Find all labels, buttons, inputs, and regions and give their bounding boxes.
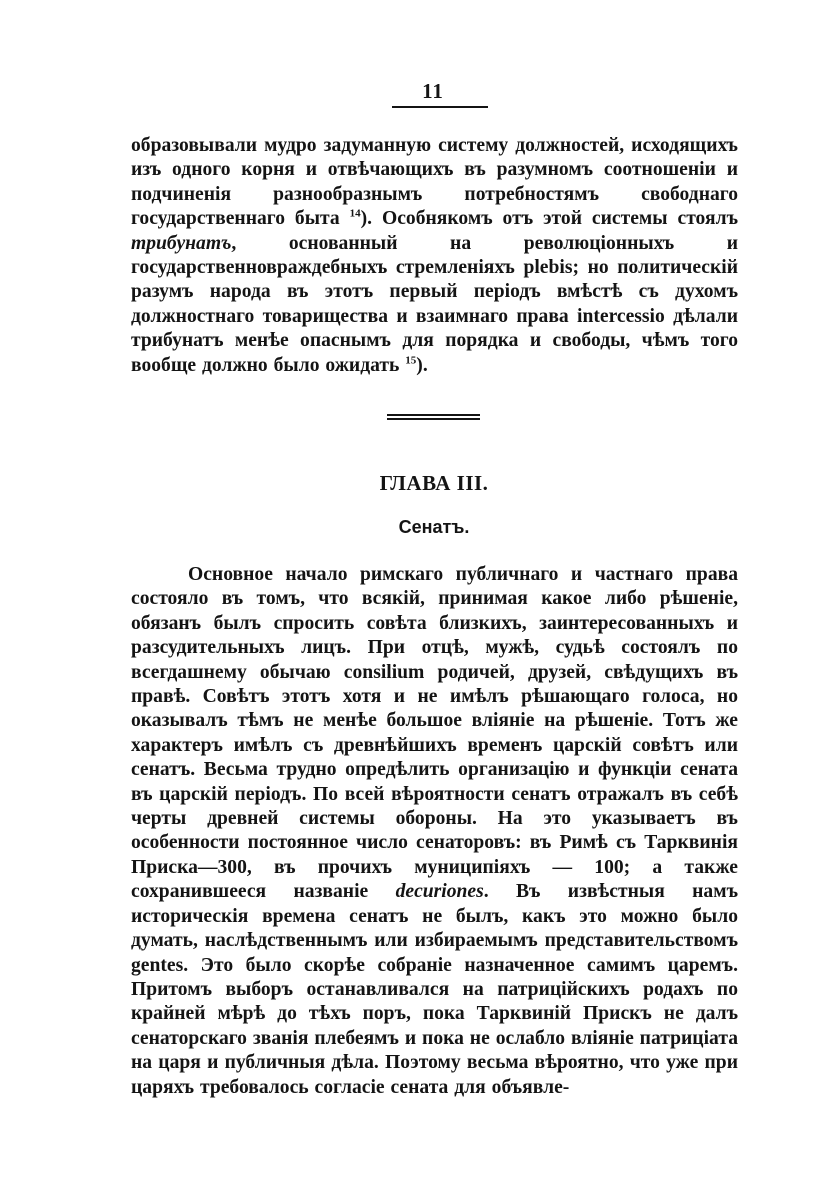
page-number: 11 [422,79,444,103]
chapter-heading: ГЛАВА III. [379,471,489,495]
paragraph-continued [131,134,738,378]
text-segment: ). [416,354,428,376]
footnote-ref: 14 [349,207,361,220]
text-segment: . Въ извѣстныя намъ историческія времена сенатъ не былъ, какъ это можно было думать, наслѣдственнымъ или избираемымъ представительствомъ gentes. Это было скорѣе собраніе назначенное самимъ царемъ. Притомъ выборъ останавливался на патриційскихъ родахъ по крайней мѣрѣ до тѣхъ поръ, пока Тарквиній Прискъ не далъ сенаторскаго званія плебеямъ и пока не ослабло вліяніе патриціата на царя и публичныя дѣла. Поэтому весьма вѣроятно, что уже при царяхъ требовалось согласіе сената для объявле- [131,881,738,1098]
text-segment: , основанный на революціонныхъ и государственновраждебныхъ стремленіяхъ plebis; но политическій разумъ народа въ этотъ первый періодъ вмѣстѣ съ духомъ должностнаго товарищества и взаимнаго права intercessio дѣлали трибунатъ менѣе опаснымъ для порядка и свободы, чѣмъ того вообще должно было ожидать [131,232,738,376]
footnote-ref: 15 [405,354,417,367]
text-segment: ). Особнякомъ отъ этой системы стоялъ [360,208,738,230]
section-divider [387,414,480,420]
page-number-rule [392,106,488,108]
text-segment: Основное начало римскаго публичнаго и частнаго права состояло въ томъ, что всякій, принимая какое либо рѣшеніе, обязанъ былъ спросить совѣта близкихъ, заинтересованныхъ и разсудительныхъ лицъ. При отцѣ, мужѣ, судьѣ состоялъ по всегдашнему обычаю consilium родичей, друзей, свѣдущихъ въ правѣ. Совѣтъ этотъ хотя и не имѣлъ рѣшающаго голоса, но оказывалъ тѣмъ не менѣе большое вліяніе на рѣшеніе. Тотъ же характеръ имѣлъ съ древнѣйшихъ временъ царскій совѣтъ или сенатъ. Весьма трудно опредѣлить организацію и функціи сената въ царскій періодъ. По всей вѣроятности сенатъ отражалъ въ себѣ черты древней системы обороны. На это указываетъ въ особенности постоянное число сенаторовъ: въ Римѣ съ Тарквинія Приска—300, въ прочихъ муниципіяхъ — 100; а также сохранившееся названіе [131,564,738,903]
chapter-title: Сенатъ. [398,517,470,537]
paragraph-senate [131,563,738,1100]
emphasized-term: decuriones [395,881,484,903]
emphasized-term: трибунатъ [131,232,232,254]
text-segment: образовывали мудро задуманную систему должностей, исходящихъ изъ одного корня и отвѣчающихъ въ разумномъ соотношеніи и подчиненія разнообразнымъ потребностямъ свободнаго государственнаго быта [131,135,738,230]
